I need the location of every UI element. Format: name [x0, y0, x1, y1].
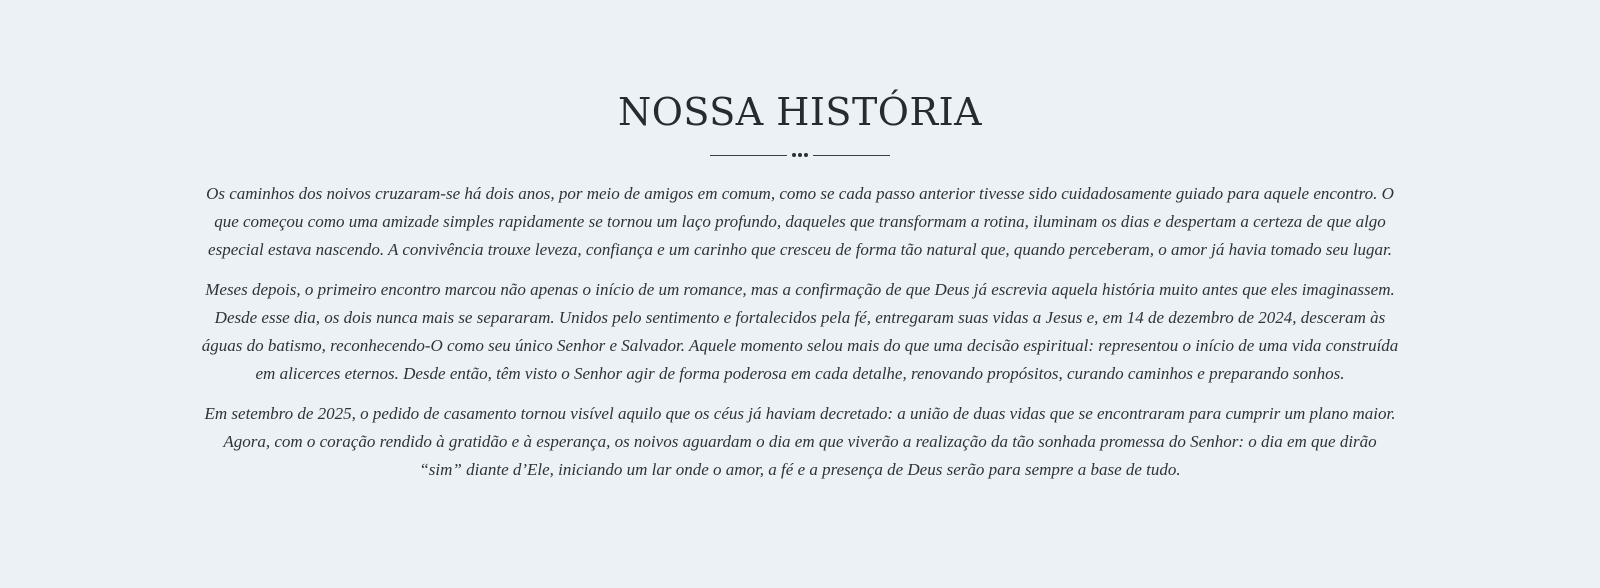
divider-line-right — [813, 155, 890, 156]
section-title: NOSSA HISTÓRIA — [617, 90, 983, 134]
divider-dots-icon — [792, 153, 808, 157]
divider-line-left — [710, 155, 787, 156]
story-paragraph-2: Meses depois, o primeiro encontro marcou não apenas o início de um romance, mas a confirmação de que Deus já escrevia aquela história muito antes que eles imaginassem. Desde esse dia, os dois nunca mais se separaram. Unidos pelo sentimento e fortalecidos pela fé, entregaram suas vidas a Jesus e, em 14 de dezembro de 2024, desceram às águas do batismo, reconhecendo-O como seu único Senhor e Salvador. Aquele momento selou mais do que uma decisão espiritual: representou o início de uma vida construída em alicerces eternos. Desde então, têm visto o Senhor agir de forma poderosa em cada detalhe, renovando propósitos, curando caminhos e preparando sonhos. — [201, 280, 1399, 383]
title-divider — [710, 147, 890, 163]
story-paragraph-3: Em setembro de 2025, o pedido de casamento tornou visível aquilo que os céus já haviam decretado: a união de duas vidas que se encontraram para cumprir um plano maior. Agora, com o coração rendido à gratidão e à esperança, os noivos aguardam o dia em que viverão a realização da tão sonhada promessa do Senhor: o dia em que dirão “sim” diante d’Ele, iniciando um lar onde o amor, a fé e a presença de Deus serão para sempre a base de tudo. — [204, 404, 1396, 479]
story-paragraph-1: Os caminhos dos noivos cruzaram-se há dois anos, por meio de amigos em comum, como se cada passo anterior tivesse sido cuidadosamente guiado para aquele encontro. O que começou como uma amizade simples rapidamente se tornou um laço profundo, daqueles que transformam a rotina, iluminam os dias e despertam a certeza de que algo especial estava nascendo. A convivência trouxe leveza, confiança e um carinho que cresceu de forma tão natural que, quando perceberam, o amor já havia tomado seu lugar. — [206, 184, 1394, 259]
story-text — [200, 180, 1400, 496]
